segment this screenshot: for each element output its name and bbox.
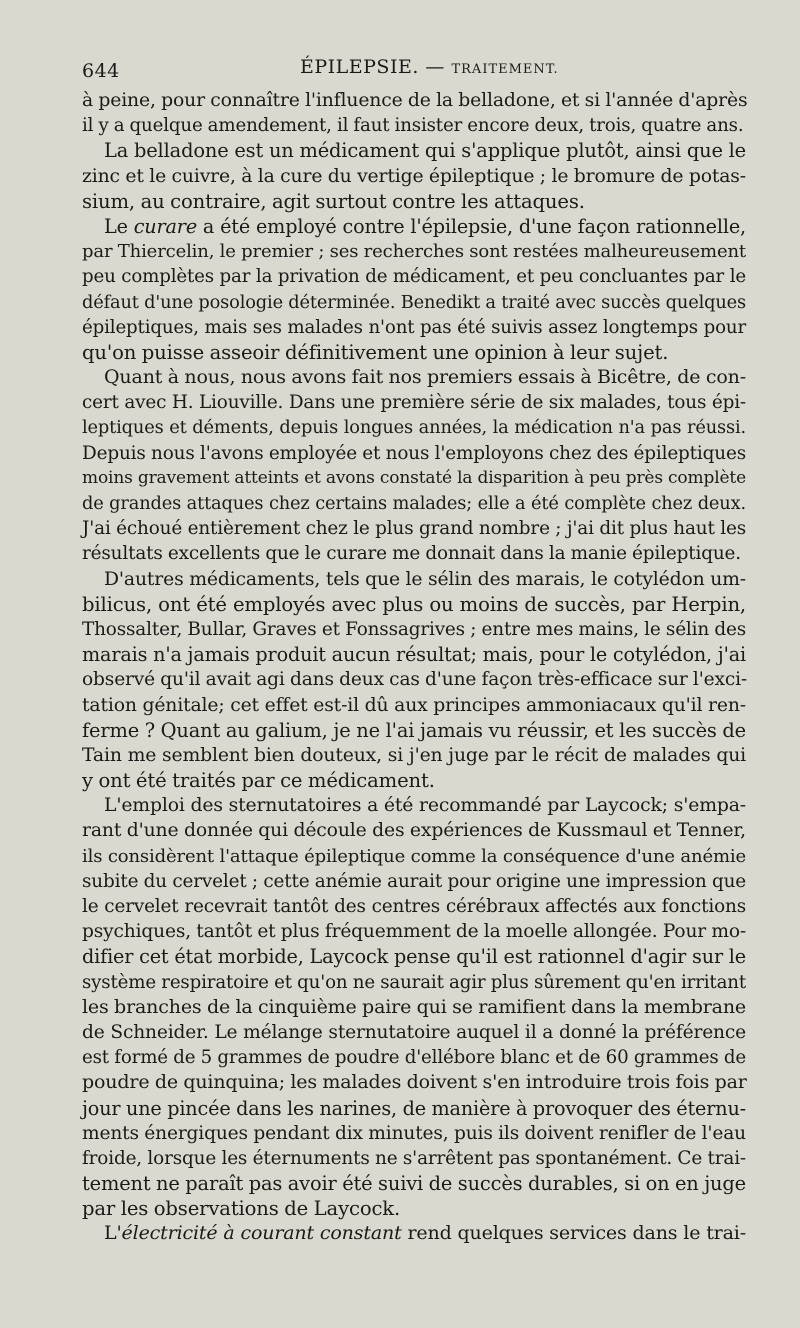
text-line: sium, au contraire, agit surtout contre les attaques. [82, 189, 585, 213]
text-line: jour une pincée dans les narines, de manière à provoquer des éternu- [82, 1096, 746, 1120]
text-line: résultats excellents que le curare me donnait dans la manie épileptique. [82, 543, 741, 565]
text-line: poudre de quinquina; les malades doivent s'en introduire trois fois par [82, 1071, 747, 1094]
text-line: tement ne paraît pas avoir été suivi de succès durables, si on en juge [82, 1172, 746, 1196]
text-line: leptiques et déments, depuis longues années, la médication n'a pas réussi. [82, 417, 746, 439]
text-line: ments énergiques pendant dix minutes, puis ils doivent renifler de l'eau [82, 1122, 746, 1144]
text-line: subite du cervelet ; cette anémie aurait pour origine une impression que [82, 870, 746, 892]
text-line: système respiratoire et qu'on ne saurait agir plus sûrement qu'en irritant [82, 971, 746, 993]
text-line: par Thiercelin, le premier ; ses recherches sont restées malheureusement [82, 241, 746, 263]
text-line: marais n'a jamais produit aucun résultat; mais, pour le cotylédon, j'ai [82, 643, 746, 667]
text-line: froide, lorsque les éternuments ne s'arrêtent pas spontanément. Ce trai- [82, 1147, 746, 1169]
text-line: observé qu'il avait agi dans deux cas d'une façon très-efficace sur l'exci- [82, 669, 748, 691]
text-line: psychiques, tantôt et plus fréquemment de la moelle allongée. Pour mo- [82, 921, 746, 943]
text-line: il y a quelque amendement, il faut insister encore deux, trois, quatre ans. [82, 115, 744, 137]
text-line: défaut d'une posologie déterminée. Benedikt a traité avec succès quelques [82, 291, 746, 313]
running-subtitle: TRAITEMENT. [451, 62, 559, 77]
text-line: Thossalter, Bullar, Graves et Fonssagrives ; entre mes mains, le sélin des [82, 618, 746, 640]
text-line: les branches de la cinquième paire qui se ramifient dans la membrane [82, 995, 746, 1018]
text-line: Quant à nous, nous avons fait nos premiers essais à Bicêtre, de con- [104, 366, 746, 389]
text-line [82, 1221, 746, 1246]
line-text: rend quelques services dans le trai- [401, 1222, 746, 1245]
text-line: y ont été traités par ce médicament. [82, 769, 435, 793]
text-line: épileptiques, mais ses malades n'ont pas été suivis assez longtemps pour [82, 316, 746, 338]
running-head-separator: — [425, 56, 445, 78]
line-text: Le [104, 214, 134, 238]
text-line: à peine, pour connaître l'influence de la belladone, et si l'année d'après [82, 90, 748, 111]
text-line: par les observations de Laycock. [82, 1197, 401, 1221]
text-line: peu complètes par la privation de médicament, et peu concluantes par le [82, 266, 746, 288]
line-text: a été employé contre l'épilepsie, d'une façon rationnelle, [197, 214, 746, 238]
text-line: rant d'une donnée qui découle des expériences de Kussmaul et Tenner, [82, 820, 746, 842]
text-line: qu'on puisse asseoir définitivement une opinion à leur sujet. [82, 340, 669, 364]
body-text [82, 88, 746, 1247]
text-line: difier cet état morbide, Laycock pense qu'il est rationnel d'agir sur le [82, 945, 746, 969]
running-title: ÉPILEPSIE. [300, 56, 419, 78]
page-header [82, 54, 748, 86]
text-line: le cervelet recevrait tantôt des centres cérébraux affectés aux fonctions [82, 896, 746, 917]
text-line: tation génitale; cet effet est-il dû aux principes ammoniacaux qu'il ren- [82, 694, 746, 716]
page-number: 644 [82, 60, 120, 82]
text-line: Depuis nous l'avons employée et nous l'employons chez des épileptiques [82, 442, 746, 464]
text-line: J'ai échoué entièrement chez le plus grand nombre ; j'ai dit plus haut les [82, 518, 746, 540]
text-line: La belladone est un médicament qui s'applique plutôt, ainsi que le [104, 139, 746, 163]
text-line: de grandes attaques chez certains malades; elle a été complète chez deux. [82, 493, 746, 514]
running-head [300, 56, 559, 78]
text-line: moins gravement atteints et avons constaté la disparition à peu près complète [82, 467, 746, 488]
text-line: zinc et le cuivre, à la cure du vertige épileptique ; le bromure de potas- [82, 165, 746, 187]
italic-term: électricité à courant constant [121, 1222, 402, 1245]
text-line: de Schneider. Le mélange sternutatoire auquel il a donné la préférence [82, 1021, 746, 1043]
line-text: L' [104, 1222, 122, 1245]
text-line: Tain me semblent bien douteux, si j'en juge par le récit de malades qui [82, 744, 746, 766]
text-line: est formé de 5 grammes de poudre d'ellébore blanc et de 60 grammes de [82, 1047, 746, 1069]
text-line: L'emploi des sternutatoires a été recommandé par Laycock; s'empa- [104, 795, 746, 817]
text-line: cert avec H. Liouville. Dans une première série de six malades, tous épi- [82, 392, 746, 414]
italic-term: curare [133, 214, 198, 238]
text-line [82, 214, 746, 239]
text-line: D'autres médicaments, tels que le sélin des marais, le cotylédon um- [104, 568, 746, 590]
text-line: ils considèrent l'attaque épileptique comme la conséquence d'une anémie [82, 845, 746, 867]
text-line: bilicus, ont été employés avec plus ou moins de succès, par Herpin, [82, 592, 746, 616]
text-line: ferme ? Quant au galium, je ne l'ai jamais vu réussir, et les succès de [82, 718, 746, 742]
